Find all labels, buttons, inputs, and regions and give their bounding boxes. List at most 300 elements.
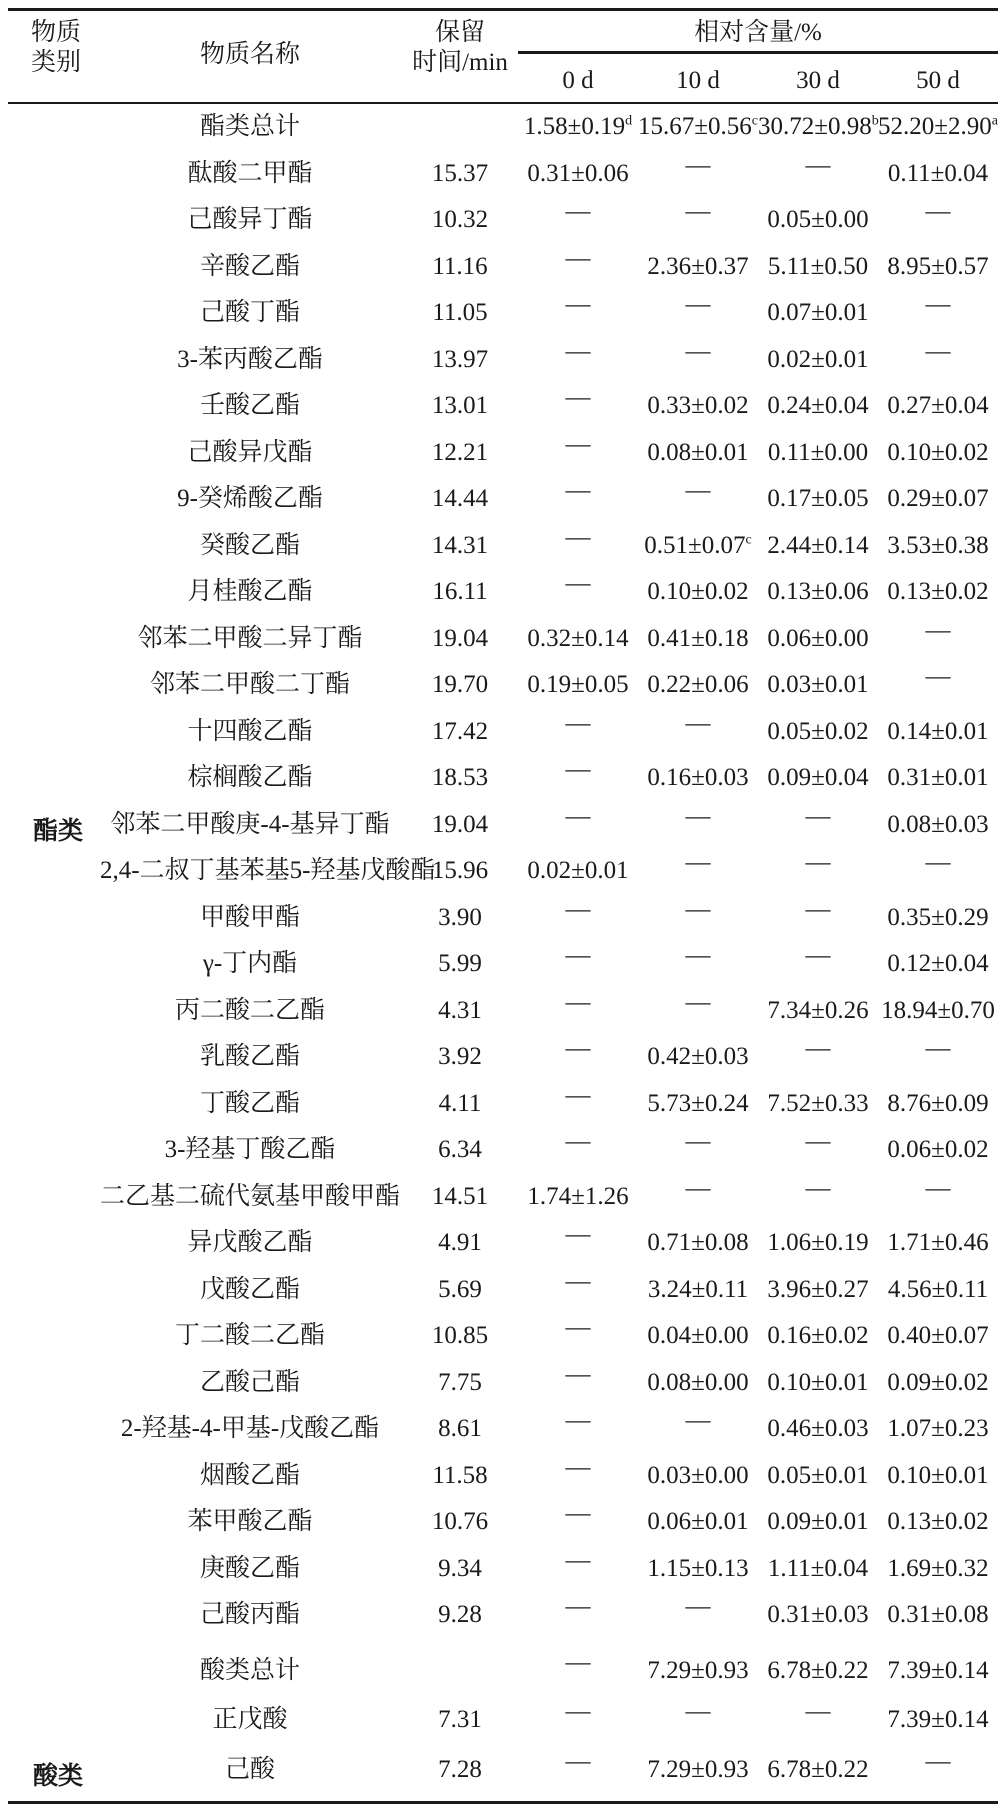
value-text: —: [805, 849, 831, 876]
relative-content-value: [758, 577, 878, 607]
relative-content-value: [758, 1554, 878, 1584]
relative-content-value: [758, 1034, 878, 1064]
value-text: 6.78±0.22: [767, 1756, 869, 1783]
relative-content-value: [638, 670, 758, 700]
relative-content-value: [638, 1321, 758, 1351]
category-label: 酸类: [33, 1761, 84, 1790]
relative-content-value: [638, 577, 758, 607]
relative-content-value: [758, 802, 878, 832]
value-text: 18.94±0.70: [881, 996, 995, 1024]
value-text: —: [925, 1174, 951, 1202]
relative-content-value: [638, 1507, 758, 1537]
value-text: —: [685, 895, 711, 923]
compound-name: 2-羟基-4-甲基-戊酸乙酯: [120, 1415, 380, 1442]
value-text: 6.78±0.22: [767, 1657, 869, 1684]
value-text: 15.67±0.56: [638, 113, 752, 140]
compound-name: γ-丁内酯: [202, 950, 298, 977]
value-text: 0.06±0.02: [887, 1136, 989, 1163]
relative-content-value: [518, 430, 638, 460]
retention-time: 17.42: [431, 717, 489, 745]
value-text: 7.52±0.33: [767, 1089, 869, 1117]
retention-time: 18.53: [431, 764, 489, 791]
relative-content-value: [758, 848, 878, 878]
compound-name: 邻苯二甲酸庚-4-基异丁酯: [110, 810, 390, 838]
compound-name: 丁酸乙酯: [199, 1089, 300, 1117]
relative-content-value: [518, 670, 638, 700]
relative-content-value: [758, 670, 878, 700]
relative-content-value: [878, 1705, 998, 1735]
relative-content-value: [638, 1461, 758, 1491]
value-text: 30.72±0.98: [758, 113, 872, 140]
value-text: —: [685, 477, 711, 504]
compound-name: 棕榈酸乙酯: [187, 764, 313, 791]
value-text: —: [565, 1546, 591, 1574]
value-text: —: [565, 802, 591, 830]
value-text: 0.22±0.06: [647, 671, 749, 698]
value-text: 0.29±0.07: [887, 485, 989, 512]
relative-content-value: [518, 523, 638, 553]
relative-content-value: [518, 1499, 638, 1529]
relative-content-value: [878, 949, 998, 979]
relative-content-value: [758, 1461, 878, 1491]
relative-content-value: [518, 856, 638, 886]
value-text: 0.09±0.02: [887, 1368, 989, 1396]
value-text: 0.10±0.01: [887, 1461, 989, 1489]
value-text: —: [565, 477, 591, 504]
relative-content-value: [518, 755, 638, 785]
value-text: —: [805, 1035, 831, 1062]
relative-content-value: [638, 476, 758, 506]
relative-content-value: [878, 438, 998, 468]
value-text: —: [565, 523, 591, 551]
relative-content-value: [758, 391, 878, 421]
value-text: —: [565, 1314, 591, 1341]
retention-time: 5.99: [438, 950, 482, 977]
compound-name: 壬酸乙酯: [199, 392, 300, 419]
value-text: 8.95±0.57: [887, 252, 989, 280]
value-text: 3.96±0.27: [767, 1275, 869, 1303]
value-text: —: [565, 756, 591, 783]
value-text: 0.05±0.02: [767, 717, 869, 745]
relative-content-value: [638, 1406, 758, 1436]
retention-time: 19.04: [431, 810, 489, 838]
value-text: 0.13±0.06: [767, 578, 869, 605]
value-text: 1.07±0.23: [887, 1415, 989, 1442]
relative-content-value: [878, 112, 998, 142]
value-text: —: [565, 988, 591, 1016]
compound-name: 乳酸乙酯: [199, 1043, 300, 1070]
value-text: 7.34±0.26: [767, 996, 869, 1024]
value-text: 0.40±0.07: [887, 1322, 989, 1349]
value-text: 3.24±0.11: [647, 1275, 749, 1303]
relative-content-value: [518, 1453, 638, 1483]
relative-content-value: [878, 903, 998, 933]
value-text: —: [565, 1593, 591, 1620]
compound-name: 癸酸乙酯: [199, 531, 300, 559]
value-text: —: [565, 1500, 591, 1527]
relative-content-value: [518, 159, 638, 189]
value-text: 0.16±0.03: [647, 764, 749, 791]
value-text: —: [565, 942, 591, 969]
relative-content-value: [518, 802, 638, 832]
value-text: 5.11±0.50: [767, 252, 869, 280]
value-text: 0.31±0.08: [887, 1601, 989, 1628]
relative-content-value: [518, 709, 638, 739]
value-text: —: [925, 616, 951, 644]
compound-name: 丙二酸二乙酯: [174, 996, 325, 1024]
retention-time: 4.31: [438, 996, 482, 1024]
relative-content-value: [638, 531, 758, 561]
header-name: 物质名称: [199, 41, 300, 68]
relative-content-value: [758, 895, 878, 925]
value-text: 4.56±0.11: [887, 1275, 989, 1303]
relative-content-value: [758, 298, 878, 328]
relative-content-value: [518, 624, 638, 654]
relative-content-value: [518, 1127, 638, 1157]
relative-content-value: [638, 1228, 758, 1258]
value-text: 0.31±0.03: [767, 1601, 869, 1628]
relative-content-value: [758, 1507, 878, 1537]
relative-content-value: [518, 383, 638, 413]
compound-name: 苯甲酸乙酯: [187, 1508, 313, 1535]
value-text: 0.11±0.04: [887, 159, 989, 187]
retention-time: 15.96: [431, 857, 489, 884]
relative-content-value: [518, 941, 638, 971]
value-text: 0.05±0.00: [767, 206, 869, 233]
value-text: 0.19±0.05: [527, 671, 629, 698]
value-text: 0.04±0.00: [647, 1322, 749, 1349]
value-text: —: [685, 337, 711, 365]
value-text: —: [805, 802, 831, 830]
compound-name: 乙酸己酯: [199, 1368, 300, 1396]
value-text: 1.15±0.13: [647, 1554, 749, 1582]
relative-content-value: [758, 996, 878, 1026]
relative-content-value: [878, 1275, 998, 1305]
relative-content-value: [878, 1174, 998, 1204]
value-text: —: [685, 802, 711, 830]
value-text: —: [565, 1267, 591, 1295]
value-text: 1.58±0.19: [523, 113, 626, 140]
relative-content-value: [878, 1368, 998, 1398]
header-retention: 保留 时间/min: [412, 19, 508, 76]
compound-name: 辛酸乙酯: [199, 252, 300, 280]
value-text: —: [805, 1174, 831, 1202]
relative-content-value: [758, 717, 878, 747]
relative-content-value: [758, 205, 878, 235]
relative-content-value: [758, 1368, 878, 1398]
value-text: 0.03±0.01: [767, 671, 869, 698]
value-text: 0.06±0.00: [767, 624, 869, 652]
compound-name: 己酸: [224, 1756, 275, 1783]
relative-content-value: [878, 159, 998, 189]
value-text: 0.35±0.29: [887, 903, 989, 931]
relative-content-value: [878, 337, 998, 367]
relative-content-value: [878, 662, 998, 692]
compound-name: 异戊酸乙酯: [187, 1229, 313, 1256]
relative-content-value: [518, 1081, 638, 1111]
value-text: —: [685, 1174, 711, 1202]
value-text: 1.74±1.26: [527, 1182, 629, 1210]
relative-content-value: [758, 345, 878, 375]
relative-content-value: [638, 252, 758, 282]
value-text: —: [805, 151, 831, 179]
relative-content-value: [758, 1321, 878, 1351]
relative-content-value: [878, 1034, 998, 1064]
retention-time: 10.76: [431, 1508, 489, 1535]
compound-name: 丁二酸二乙酯: [174, 1322, 325, 1349]
relative-content-value: [758, 531, 878, 561]
value-text: —: [565, 291, 591, 318]
retention-time: 14.44: [431, 485, 489, 512]
relative-content-value: [638, 848, 758, 878]
value-text: 1.69±0.32: [887, 1554, 989, 1582]
value-text: 7.39±0.14: [887, 1706, 989, 1733]
value-text: 0.33±0.02: [647, 392, 749, 419]
relative-content-value: [518, 1592, 638, 1622]
relative-content-value: [878, 1461, 998, 1491]
retention-time: 5.69: [438, 1275, 482, 1303]
retention-time: 14.51: [431, 1182, 489, 1210]
retention-time: 3.90: [438, 903, 482, 931]
significance-letter: c: [745, 532, 752, 548]
retention-time: 6.34: [438, 1136, 482, 1163]
value-text: 2.44±0.14: [767, 531, 869, 559]
relative-content-value: [878, 848, 998, 878]
relative-content-value: [638, 151, 758, 181]
retention-time: 3.92: [438, 1043, 482, 1070]
value-text: —: [685, 291, 711, 318]
compound-name: 3-羟基丁酸乙酯: [164, 1136, 336, 1163]
value-text: —: [925, 1748, 951, 1775]
relative-content-value: [878, 1414, 998, 1444]
relative-content-value: [518, 988, 638, 1018]
value-text: —: [805, 942, 831, 969]
category-label: 酯类: [33, 815, 84, 845]
relative-content-value: [638, 1755, 758, 1785]
relative-content-value: [638, 802, 758, 832]
value-text: 0.11±0.00: [767, 438, 869, 466]
relative-content-value: [878, 1600, 998, 1630]
header-bottom-rule: [8, 102, 998, 104]
relative-content-value: [518, 112, 638, 142]
relative-content-value: [638, 1089, 758, 1119]
relative-content-value: [638, 290, 758, 320]
relative-content-value: [758, 1755, 878, 1785]
relative-content-value: [518, 337, 638, 367]
value-text: 0.31±0.01: [887, 764, 989, 791]
relative-content-value: [758, 252, 878, 282]
relative-content-value: [758, 1697, 878, 1727]
value-text: —: [565, 337, 591, 365]
relative-content-value: [638, 624, 758, 654]
retention-time: 8.61: [438, 1415, 482, 1442]
value-text: 0.09±0.01: [767, 1508, 869, 1535]
value-text: —: [565, 1453, 591, 1481]
relative-content-value: [638, 112, 758, 142]
relative-content-value: [638, 941, 758, 971]
relative-content-value: [878, 810, 998, 840]
retention-time: 14.31: [431, 531, 489, 559]
value-text: —: [925, 337, 951, 365]
relative-content-value: [758, 1275, 878, 1305]
value-text: —: [685, 709, 711, 737]
value-text: 0.08±0.01: [647, 438, 749, 466]
relative-content-value: [518, 1360, 638, 1390]
value-text: 0.02±0.01: [527, 857, 629, 884]
compound-name: 己酸异戊酯: [187, 438, 313, 466]
value-text: 0.14±0.01: [887, 717, 989, 745]
significance-letter: d: [625, 113, 633, 129]
relative-content-value: [518, 1747, 638, 1777]
relative-content-value: [758, 763, 878, 793]
value-text: —: [685, 1593, 711, 1620]
value-text: —: [565, 895, 591, 923]
retention-time: 11.58: [432, 1461, 488, 1489]
value-text: —: [805, 1698, 831, 1725]
relative-content-value: [638, 709, 758, 739]
compound-name: 酞酸二甲酯: [187, 159, 313, 187]
relative-content-value: [878, 531, 998, 561]
compound-name: 3-苯丙酸乙酯: [177, 345, 323, 373]
relative-content-value: [638, 1042, 758, 1072]
relative-content-value: [638, 1697, 758, 1727]
header-day-0: 0 d: [562, 67, 594, 94]
value-text: —: [565, 1221, 591, 1248]
retention-time: 7.28: [438, 1756, 482, 1783]
retention-time: 9.34: [438, 1554, 482, 1582]
relative-content-value: [518, 476, 638, 506]
value-text: 0.02±0.01: [767, 345, 869, 373]
compound-name: 戊酸乙酯: [199, 1275, 300, 1303]
relative-content-value: [518, 895, 638, 925]
relative-content-value: [638, 763, 758, 793]
value-text: —: [925, 198, 951, 225]
value-text: —: [805, 1128, 831, 1155]
retention-time: 12.21: [431, 438, 489, 466]
relative-content-value: [758, 112, 878, 142]
compound-name: 十四酸乙酯: [187, 717, 313, 745]
relative-content-value: [878, 1554, 998, 1584]
compound-name: 己酸丙酯: [199, 1601, 300, 1628]
value-text: —: [565, 1698, 591, 1725]
relative-content-value: [638, 1592, 758, 1622]
value-text: —: [685, 1407, 711, 1434]
relative-content-value: [758, 438, 878, 468]
value-text: 0.51±0.07: [644, 531, 746, 559]
value-text: 0.09±0.04: [767, 764, 869, 791]
value-text: —: [925, 849, 951, 876]
retention-time: 4.11: [438, 1089, 482, 1117]
value-text: —: [565, 1081, 591, 1109]
value-text: —: [685, 1698, 711, 1725]
relative-content-value: [878, 1135, 998, 1165]
top-rule: [8, 8, 998, 11]
relative-content-value: [638, 438, 758, 468]
relative-content-value: [638, 1368, 758, 1398]
value-text: —: [565, 1035, 591, 1062]
relative-content-value: [878, 1747, 998, 1777]
compound-name: 正戊酸: [212, 1706, 288, 1733]
value-text: 0.13±0.02: [887, 578, 989, 605]
relative-content-value: [878, 1656, 998, 1686]
value-text: 0.17±0.05: [767, 485, 869, 512]
relative-content-value: [878, 391, 998, 421]
value-text: 5.73±0.24: [647, 1089, 749, 1117]
header-day-30: 30 d: [796, 67, 840, 94]
relative-content-value: [878, 616, 998, 646]
value-text: —: [685, 151, 711, 179]
relative-content-value: [518, 569, 638, 599]
value-text: 7.29±0.93: [647, 1657, 749, 1684]
relative-content-value: [638, 1554, 758, 1584]
value-text: —: [565, 570, 591, 597]
value-text: 0.10±0.02: [647, 578, 749, 605]
value-text: 0.32±0.14: [527, 624, 629, 652]
retention-time: 10.32: [431, 206, 489, 233]
value-text: —: [685, 198, 711, 225]
retention-time: 4.91: [438, 1229, 482, 1256]
compound-name: 9-癸烯酸乙酯: [177, 485, 323, 512]
relative-content-value: [638, 1174, 758, 1204]
header-day-10: 10 d: [676, 67, 720, 94]
header-relative-content: 相对含量/%: [694, 19, 822, 46]
retention-time: 15.37: [431, 159, 489, 187]
value-text: 0.10±0.01: [767, 1368, 869, 1396]
value-text: 0.13±0.02: [887, 1508, 989, 1535]
value-text: 7.39±0.14: [887, 1657, 989, 1684]
compound-name: 甲酸甲酯: [199, 903, 300, 931]
value-text: 0.42±0.03: [647, 1043, 749, 1070]
compound-name: 邻苯二甲酸二丁酯: [149, 671, 350, 698]
relative-content-value: [878, 290, 998, 320]
header-category: 物质 类别: [30, 19, 81, 76]
value-text: 0.31±0.06: [527, 159, 629, 187]
relative-content-value: [758, 941, 878, 971]
value-text: 1.71±0.46: [887, 1229, 989, 1256]
relative-content-value: [878, 763, 998, 793]
relative-content-value: [758, 1127, 878, 1157]
value-text: —: [925, 663, 951, 690]
retention-time: 13.01: [431, 392, 489, 419]
retention-time: 11.16: [432, 252, 488, 280]
value-text: 0.71±0.08: [647, 1229, 749, 1256]
relative-content-value: [878, 1228, 998, 1258]
relative-content-value: [518, 290, 638, 320]
value-text: 0.27±0.04: [887, 392, 989, 419]
relative-content-value: [758, 484, 878, 514]
retention-time: 7.31: [438, 1706, 482, 1733]
compound-name: 月桂酸乙酯: [187, 578, 313, 605]
relative-content-value: [638, 1275, 758, 1305]
retention-time: 11.05: [432, 299, 488, 326]
value-text: 3.53±0.38: [887, 531, 989, 559]
relative-content-value: [638, 1656, 758, 1686]
value-text: —: [565, 430, 591, 458]
value-text: 0.10±0.02: [887, 438, 989, 466]
value-text: —: [685, 1128, 711, 1155]
relative-content-value: [758, 624, 878, 654]
retention-time: 13.97: [431, 345, 489, 373]
value-text: —: [805, 895, 831, 923]
relative-content-value: [758, 151, 878, 181]
significance-letter: b: [871, 113, 879, 129]
value-text: —: [565, 709, 591, 737]
relative-content-value: [638, 337, 758, 367]
significance-letter: a: [991, 113, 998, 129]
value-text: —: [565, 1128, 591, 1155]
value-text: 0.41±0.18: [647, 624, 749, 652]
relative-content-value: [518, 1648, 638, 1678]
